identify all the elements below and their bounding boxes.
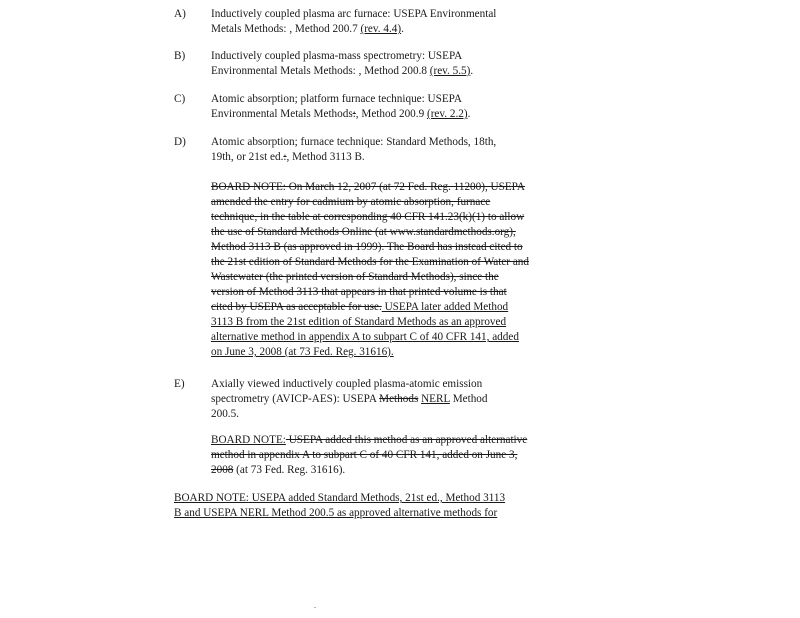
struck-text: : bbox=[283, 151, 287, 163]
item-letter: E) bbox=[174, 378, 185, 390]
item-line: Inductively coupled plasma arc furnace: USEPA Environmental bbox=[211, 8, 497, 20]
item-line: Environmental Metals Methods:, Method 200.9 (rev. 2.2). bbox=[211, 108, 471, 120]
revision-label: (rev. 5.5) bbox=[429, 65, 471, 77]
revision-label: (rev. 4.4) bbox=[360, 23, 402, 35]
item-letter: C) bbox=[174, 93, 186, 105]
item-line: Axially viewed inductively coupled plasma-atomic emission bbox=[211, 378, 483, 390]
method-item-e bbox=[174, 377, 534, 422]
page-mark: . bbox=[314, 601, 316, 610]
item-letter: A) bbox=[174, 8, 186, 20]
struck-text: Methods bbox=[379, 393, 419, 405]
note-label: BOARD NOTE: bbox=[211, 434, 286, 446]
method-item-a bbox=[174, 7, 534, 37]
item-line: Atomic absorption; furnace technique: Standard Methods, 18th, bbox=[211, 136, 497, 148]
item-line: 200.5. bbox=[211, 408, 239, 420]
method-item-d bbox=[174, 135, 534, 165]
struck-text: BOARD NOTE: On March 12, 2007 (at 72 Fed. Reg. 11200), USEPA amended the entry for cadmium by atomic absorption, furnace technique, in the table at corresponding 40 CFR 141.23(k)(1) to allow the use of Standard Methods Online (at www.standardmethods.org), Method 3113 B (as approved in 1999). The Board has instead cited to the 21st edition of Standard Methods for the Examination of Water and Wastewater (the printed version of Standard Methods), since the version of Method 3113 that appears in that printed volume is that cited by USEPA as acceptable for use. bbox=[211, 181, 529, 313]
item-line: Environmental Metals Methods: , Method 200.8 (rev. 5.5). bbox=[211, 65, 474, 77]
method-item-c bbox=[174, 92, 534, 122]
struck-text: USEPA added this method as an approved alternative method in appendix A to subpart C of 40 CFR 141, added on June 3, 2008 bbox=[211, 434, 528, 476]
item-line: 19th, or 21st ed.:, Method 3113 B. bbox=[211, 151, 365, 163]
method-item-b bbox=[174, 49, 534, 79]
board-note-d bbox=[211, 180, 531, 360]
item-letter: D) bbox=[174, 136, 186, 148]
item-line: Metals Methods: , Method 200.7 (rev. 4.4). bbox=[211, 23, 404, 35]
underlined-text: USEPA later added Method 3113 B from the 21st edition of Standard Methods as an approved alternative method in appendix A to subpart C of 40 CFR 141, added on June 3, 2008 (at 73 Fed. Reg. 31616). bbox=[211, 301, 519, 358]
item-line: spectrometry (AVICP-AES): USEPA Methods NERL Method bbox=[211, 393, 488, 405]
item-line: Atomic absorption; platform furnace technique: USEPA bbox=[211, 93, 462, 105]
revision-label: (rev. 2.2) bbox=[426, 108, 468, 120]
struck-text: : bbox=[352, 108, 356, 120]
board-note-e: BOARD NOTE: USEPA added this method as an approved alternative method in appendix A to subpart C of 40 CFR 141, added on June 3, 2008 (at 73 Fed. Reg. 31616). bbox=[211, 434, 528, 476]
underlined-text: NERL bbox=[421, 393, 450, 405]
item-letter: B) bbox=[174, 50, 186, 62]
item-line: Inductively coupled plasma-mass spectrometry: USEPA bbox=[211, 50, 463, 62]
board-note-final: BOARD NOTE: USEPA added Standard Methods, 21st ed., Method 3113 B and USEPA NERL Method 200.5 as approved alternative methods for bbox=[174, 492, 506, 519]
note-label: BOARD NOTE: bbox=[174, 492, 249, 504]
